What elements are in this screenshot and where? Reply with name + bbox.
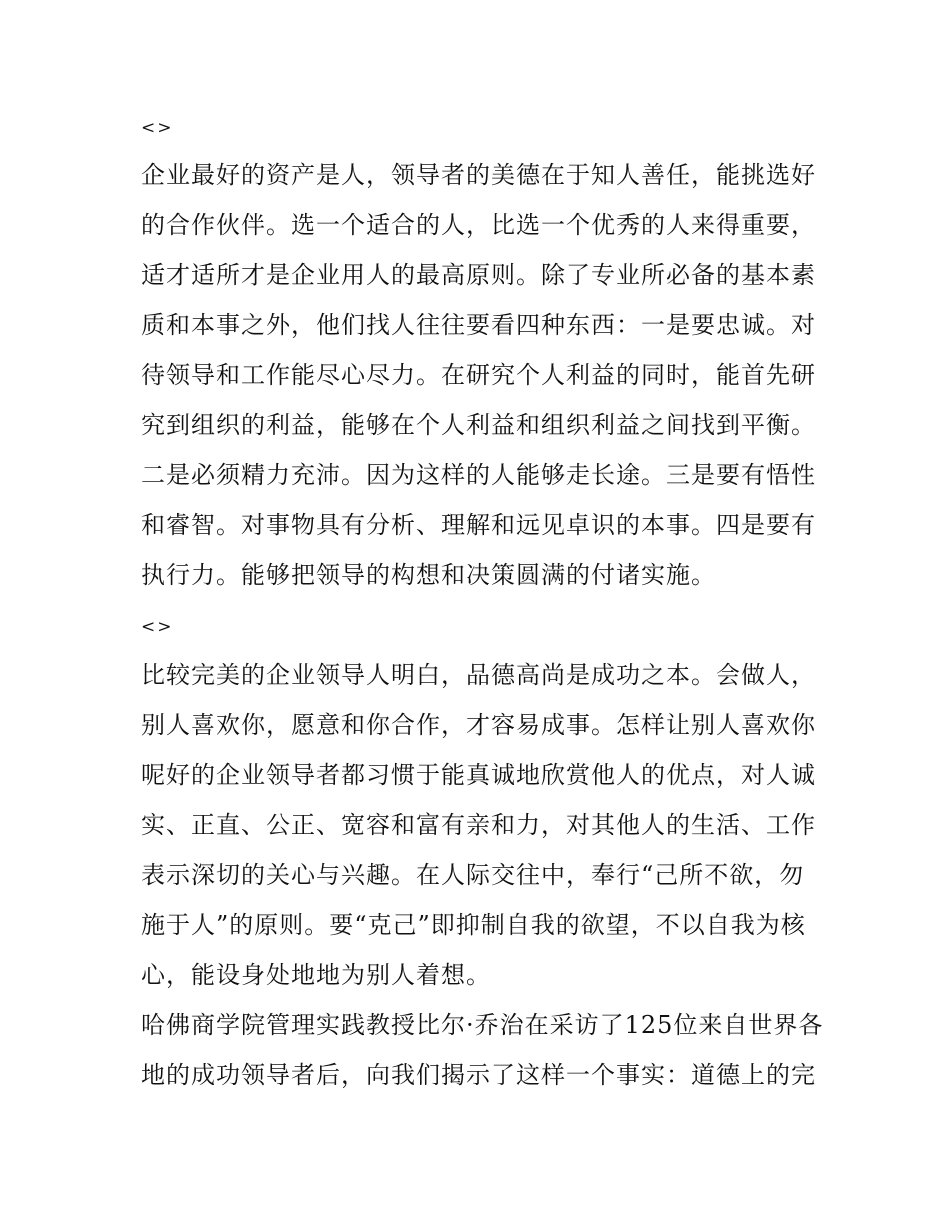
text-line: 企业最好的资产是人，领导者的美德在于知人善任，能挑选好 — [141, 161, 816, 189]
text-line: 质和本事之外，他们找人往往要看四种东西：一是要忠诚。对 — [141, 311, 816, 339]
text-line: 比较完美的企业领导人明白，品德高尚是成功之本。会做人， — [141, 661, 816, 689]
text-line: 的合作伙伴。选一个适合的人，比选一个优秀的人来得重要， — [141, 211, 816, 239]
text-line: 施于人”的原则。要“克己”即抑制自我的欲望，不以自我为核 — [141, 911, 806, 939]
text-line: 地的成功领导者后，向我们揭示了这样一个事实：道德上的完 — [141, 1061, 816, 1089]
text-line: 和睿智。对事物具有分析、理解和远见卓识的本事。四是要有 — [141, 511, 816, 539]
text-line: 适才适所才是企业用人的最高原则。除了专业所必备的基本素 — [141, 261, 816, 289]
text-line: 哈佛商学院管理实践教授比尔·乔治在采访了125位来自世界各 — [141, 1011, 824, 1039]
section-marker: <> — [141, 617, 174, 637]
text-line: 呢好的企业领导者都习惯于能真诚地欣赏他人的优点，对人诚 — [141, 761, 816, 789]
text-line: 待领导和工作能尽心尽力。在研究个人利益的同时，能首先研 — [141, 361, 816, 389]
text-line: 二是必须精力充沛。因为这样的人能够走长途。三是要有悟性 — [141, 461, 816, 489]
section-marker: <> — [141, 118, 174, 138]
text-line: 执行力。能够把领导的构想和决策圆满的付诸实施。 — [141, 561, 716, 589]
text-line: 别人喜欢你，愿意和你合作，才容易成事。怎样让别人喜欢你 — [141, 711, 816, 739]
text-line: 心，能设身处地地为别人着想。 — [141, 961, 491, 989]
text-line: 究到组织的利益，能够在个人利益和组织利益之间找到平衡。 — [141, 411, 816, 439]
text-line: 实、正直、公正、宽容和富有亲和力，对其他人的生活、工作 — [141, 811, 816, 839]
text-line: 表示深切的关心与兴趣。在人际交往中，奉行“己所不欲，勿 — [141, 861, 805, 889]
